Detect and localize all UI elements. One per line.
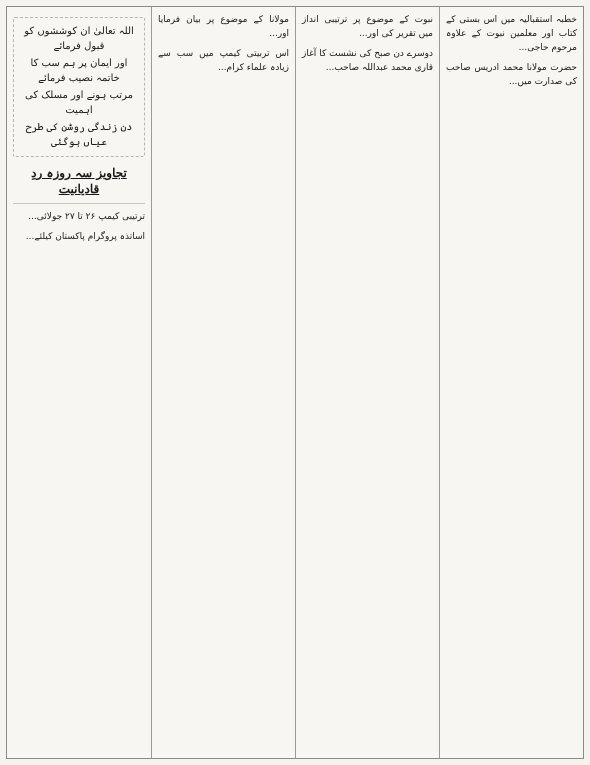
poem-line-2: اور ایمان پر ہم سب کا خاتمہ نصیب فرمائے: [30, 58, 128, 84]
column-2: [295, 7, 439, 758]
column-4-heading: تجاویز سہ روزہ ردِ قادیانیت: [31, 166, 127, 196]
col-2-paragraph-2: دوسرے دن صبح کی نشست کا آغاز قاری محمد عبداللہ صاحب...: [302, 49, 433, 73]
poem-line-3: مرتب ہونے اور مسلک کی اہمیت: [25, 90, 133, 116]
newspaper-page: [6, 6, 584, 759]
column-4: [7, 7, 151, 758]
column-1: [439, 7, 583, 758]
col-2-paragraph-1: نبوت کے موضوع پر ترتیبی انداز میں تقریر کی اور...: [302, 15, 433, 39]
poem-line-4: دن زندگی روشن کی طرح عیاں ہوگئی: [25, 122, 133, 148]
col-4-paragraph-2: اساتذہ پروگرام پاکستان کیلئے...: [25, 232, 145, 242]
col-4-paragraph-1: ترتیبی کیمپ ۲۶ تا ۲۷ جولائی...: [28, 212, 145, 222]
column-3: [151, 7, 295, 758]
col-3-paragraph-1: مولانا کے موضوع پر بیان فرمایا اور...: [158, 15, 289, 39]
column-4-separator: [13, 203, 145, 204]
poem-line-1: اللہ تعالیٰ ان کوششوں کو قبول فرمائے: [24, 26, 134, 52]
col-1-paragraph-1: خطبہ استقبالیہ میں اس بستی کے کتاب اور معلمین نبوت کے علاوہ مرحوم حاجی...: [446, 15, 577, 53]
poem-block: [13, 17, 145, 157]
col-3-paragraph-2: اس تربیتی کیمپ میں سب سے زیادہ علماء کرام...: [158, 49, 289, 73]
col-1-paragraph-2: حضرت مولانا محمد ادریس صاحب کی صدارت میں...: [446, 63, 577, 87]
